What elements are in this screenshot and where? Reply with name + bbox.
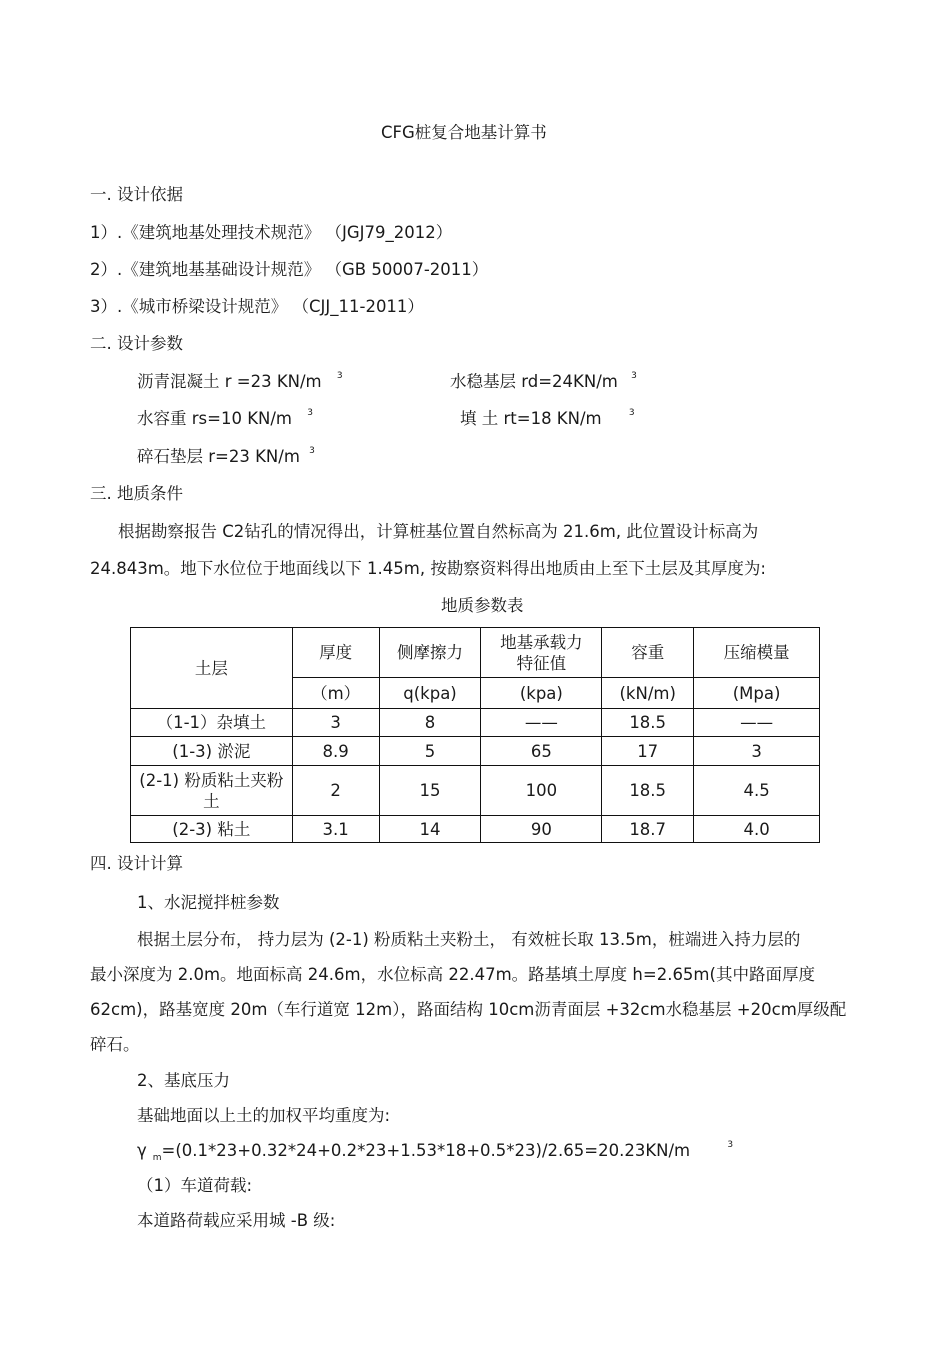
geology-paragraph-line-1: 根据勘察报告 C2钻孔的情况得出，计算桩基位置自然标高为 21.6m, 此位置设计标高为 (118, 522, 759, 541)
table-row (131, 737, 820, 766)
cell-layer: (1-3) 淤泥 (131, 737, 293, 766)
weighted-density-formula (137, 1140, 733, 1165)
page-title: CFG桩复合地基计算书 (381, 123, 547, 142)
lane-load-item: （1）车道荷载: (137, 1176, 253, 1195)
param-cement-base-text: 水稳基层 rd=24KN/m (450, 372, 618, 391)
param-fill (460, 408, 635, 433)
cell-thickness: 3 (292, 709, 379, 737)
weighted-density-text: 基础地面以上土的加权平均重度为: (137, 1106, 391, 1125)
cell-thickness: 2 (292, 766, 379, 816)
cell-modulus: 4.5 (694, 766, 820, 816)
cube-superscript: 3 (628, 408, 635, 418)
table-caption: 地质参数表 (441, 596, 524, 615)
cell-thickness: 8.9 (292, 737, 379, 766)
cell-friction: 14 (379, 816, 481, 843)
cube-superscript: 3 (309, 446, 315, 456)
cell-unit-weight: 18.7 (602, 816, 694, 843)
cell-bearing: 90 (481, 816, 602, 843)
table-row (131, 766, 820, 816)
cell-unit-weight: 18.5 (602, 709, 694, 737)
cell-friction: 15 (379, 766, 481, 816)
header-soil-layer: 土层 (131, 628, 293, 709)
formula-text: =(0.1*23+0.32*24+0.2*23+1.53*18+0.5*23)/2.65=20.23KN/m (161, 1141, 691, 1160)
reference-1: 1）.《建筑地基处理技术规范》 （JGJ79_2012） (90, 223, 453, 242)
section-heading-calculation: 四. 设计计算 (90, 854, 183, 873)
calc-paragraph-line-1: 根据土层分布， 持力层为 (2-1) 粉质粘土夹粉土， 有效桩长取 13.5m，桩端进入持力层的 (137, 930, 801, 949)
cube-superscript: 3 (307, 408, 313, 418)
subheading-base-pressure: 2、基底压力 (137, 1071, 230, 1090)
gamma-symbol: γ (137, 1141, 147, 1160)
geology-parameter-table (130, 627, 820, 843)
geology-paragraph-line-2: 24.843m。地下水位位于地面线以下 1.45m, 按勘察资料得出地质由上至下土层及其厚度为: (90, 559, 766, 578)
header-bearing-capacity (481, 628, 602, 678)
param-water (137, 408, 313, 433)
load-grade-text: 本道路荷载应采用城 -B 级: (137, 1211, 336, 1230)
unit-compression-modulus: (Mpa) (694, 678, 820, 709)
param-water-text: 水容重 rs=10 KN/m (137, 409, 292, 428)
header-bearing-line-1: 地基承载力 (500, 632, 583, 652)
cell-modulus: 4.0 (694, 816, 820, 843)
cell-thickness: 3.1 (292, 816, 379, 843)
param-cement-base (450, 371, 637, 396)
cell-layer: （1-1）杂填土 (131, 709, 293, 737)
cell-friction: 8 (379, 709, 481, 737)
cell-friction: 5 (379, 737, 481, 766)
cell-unit-weight: 18.5 (602, 766, 694, 816)
unit-bearing-capacity: (kpa) (481, 678, 602, 709)
table-row (131, 709, 820, 737)
section-heading-parameters: 二. 设计参数 (90, 334, 183, 353)
cell-layer: (2-1) 粉质粘土夹粉土 (131, 766, 293, 816)
section-heading-geology: 三. 地质条件 (90, 484, 183, 503)
formula-superscript: 3 (727, 1140, 734, 1150)
calc-paragraph-line-4: 碎石。 (90, 1035, 140, 1054)
calc-paragraph-line-3: 62cm)，路基宽度 20m（车行道宽 12m），路面结构 10cm沥青面层 +32cm水稳基层 +20cm厚级配 (90, 1000, 847, 1019)
subheading-pile-parameters: 1、水泥搅拌桩参数 (137, 893, 280, 912)
param-gravel (137, 446, 315, 471)
param-asphalt (137, 371, 343, 396)
cell-bearing: —— (481, 709, 602, 737)
table-row (131, 816, 820, 843)
reference-3: 3）.《城市桥梁设计规范》 （CJJ_11-2011） (90, 297, 424, 316)
header-thickness: 厚度 (292, 628, 379, 678)
cell-modulus: —— (694, 709, 820, 737)
param-fill-text: 填 土 rt=18 KN/m (460, 409, 602, 428)
cube-superscript: 3 (631, 371, 637, 381)
unit-unit-weight: (kN/m) (602, 678, 694, 709)
cell-modulus: 3 (694, 737, 820, 766)
cell-bearing: 65 (481, 737, 602, 766)
header-compression-modulus: 压缩模量 (694, 628, 820, 678)
cell-layer: (2-3) 粘土 (131, 816, 293, 843)
unit-side-friction: q(kpa) (379, 678, 481, 709)
param-asphalt-text: 沥青混凝土 r =23 KN/m (137, 372, 322, 391)
header-side-friction: 侧摩擦力 (379, 628, 481, 678)
header-bearing-line-2: 特征值 (516, 653, 567, 673)
header-unit-weight: 容重 (602, 628, 694, 678)
cube-superscript: 3 (336, 371, 343, 381)
gamma-subscript: m (152, 1153, 162, 1163)
calc-paragraph-line-2: 最小深度为 2.0m。地面标高 24.6m，水位标高 22.47m。路基填土厚度 h=2.65m(其中路面厚度 (90, 965, 815, 984)
param-gravel-text: 碎石垫层 r=23 KN/m (137, 447, 300, 466)
section-heading-basis: 一. 设计依据 (90, 185, 183, 204)
table-header-row (131, 628, 820, 678)
reference-2: 2）.《建筑地基基础设计规范》 （GB 50007-2011） (90, 260, 489, 279)
cell-bearing: 100 (481, 766, 602, 816)
unit-thickness: （m） (292, 678, 379, 709)
cell-unit-weight: 17 (602, 737, 694, 766)
